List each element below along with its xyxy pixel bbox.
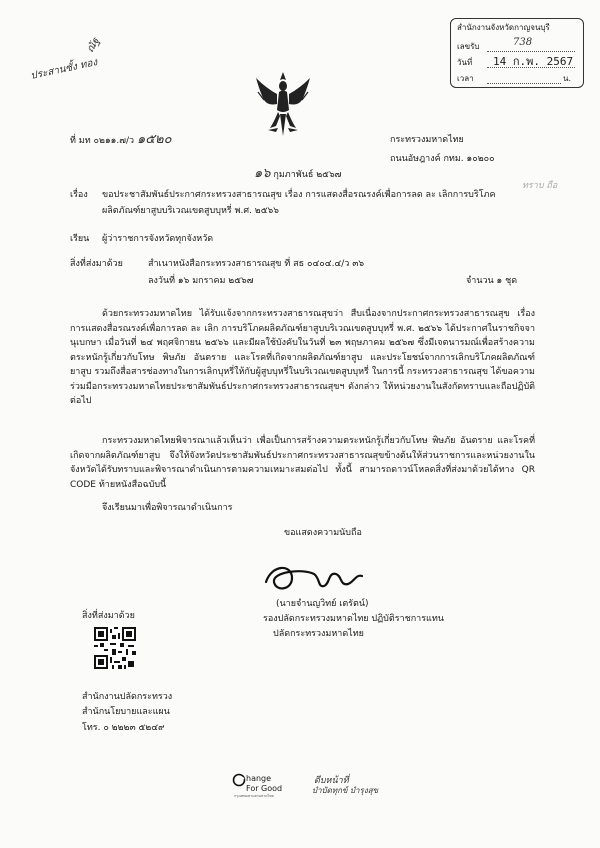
body-paragraph-1: ด้วยกระทรวงมหาดไทย ได้รับแจ้งจากกระทรวงสาธารณสุขว่า สืบเนื่องจากประกาศกระทรวงสาธารณสุข เรื่อง การแสดงสื่อรณรงค์เพื่อการลด ละ เลิก การบริโภคผลิตภัณฑ์ยาสูบบริเวณเขตสูบบุหรี่ พ.ศ. ๒๕๖๖ ได้ประกาศในราชกิจจานุเบกษา เมื่อวันที่ ๒๔ พฤศจิกายน ๒๕๖๖ และมีผลใช้บังคับในวันที่ ๒๓ พฤษภาคม ๒๕๖๗ ซึ่งมีเจตนารมณ์เพื่อสร้างความตระหนักรู้เกี่ยวกับโทษ พิษภัย อันตราย และโรคที่เกิดจากผลิตภัณฑ์ยาสูบ และประโยชน์จากการเลิกบริโภคผลิตภัณฑ์ยาสูบ รวมถึงสื่อสารช่องทางในการเลิกบุหรี่ให้กับผู้สูบบุหรี่ในบริเวณเขตสูบบุหรี่ ในการนี้ กระทรวงสาธารณสุข ได้ขอความร่วมมือกระทรวงมหาดไทยประชาสัมพันธ์ประกาศกระทรวงสาธารณสุขฯ ดังกล่าว ให้หน่วยงานในสังกัดทราบและถือปฏิบัติต่อไป — [70, 309, 535, 406]
qr-code[interactable] — [94, 627, 136, 669]
stamp-time-label: เวลา — [457, 74, 474, 83]
stamp-office: สำนักงานจังหวัดกาญจนบุรี — [457, 23, 550, 32]
signature — [262, 560, 372, 596]
received-stamp — [450, 18, 584, 88]
body-paragraph-3: จึงเรียนมาเพื่อพิจารณาดำเนินการ — [102, 503, 233, 513]
stamp-number-label: เลขรับ — [457, 42, 480, 51]
handwritten-note: ประสานซั้ง ทอง — [29, 57, 99, 82]
change-for-good-logo: hange For Good กรุงเทพมหานครมหาดไทย — [234, 774, 283, 798]
addressee-label: เรียน — [70, 234, 90, 244]
bamrung-sukh-logo: ดีบหน้าที่ บำบัดทุกข์ บำรุงสุข — [312, 776, 379, 795]
stamp-time-suffix: น. — [563, 74, 572, 83]
addressee-value: ผู้ว่าราชการจังหวัดทุกจังหวัด — [102, 234, 214, 244]
attachment-line-2: ลงวันที่ ๑๖ มกราคม ๒๕๖๗ — [148, 276, 254, 286]
office-line-1: สำนักงานปลัดกระทรวง — [82, 692, 173, 702]
stamp-date-value: 14 ก.พ. 2567 — [493, 55, 574, 68]
c-circle-icon — [232, 773, 246, 787]
sender-address: ถนนอัษฎางค์ กทม. ๑๐๒๐๐ — [390, 154, 495, 164]
signer-agency: ปลัดกระทรวงมหาดไทย — [273, 629, 364, 639]
subject-line-2: ผลิตภัณฑ์ยาสูบบริเวณเขตสูบบุหรี่ พ.ศ. ๒๕๖๖ — [102, 206, 279, 216]
subject-line-1: ขอประชาสัมพันธ์ประกาศกระทรวงสาธารณสุข เรื่อง การแสดงสื่อรณรงค์เพื่อการลด ละ เลิกการบริโภค — [102, 190, 496, 200]
body-paragraph-2: กระทรวงมหาดไทยพิจารณาแล้วเห็นว่า เพื่อเป็นการสร้างความตระหนักรู้เกี่ยวกับโทษ พิษภัย อันตราย และโรคที่เกิดจากผลิตภัณฑ์ยาสูบ จึงให้จังหวัดประชาสัมพันธ์ประกาศกระทรวงสาธารณสุขข้างต้นให้ส่วนราชการและหน่วยงานในจังหวัดได้รับทราบและพิจารณาดำเนินการตามความเหมาะสมต่อไป ทั้งนี้ สามารถดาวน์โหลดสิ่งที่ส่งมาด้วยได้ทาง QR CODE ท้ายหนังสือฉบับนี้ — [70, 436, 535, 490]
garuda-emblem — [252, 70, 314, 140]
margin-note: ทราบ ถือ — [522, 181, 558, 191]
handwritten-initials: ณัฐ — [84, 36, 102, 55]
office-phone: โทร. ๐ ๒๒๒๓ ๕๒๔๙ — [82, 723, 165, 733]
attachment-line-1: สำเนาหนังสือกระทรวงสาธารณสุข ที่ สธ ๐๔๐๔.๔/ว ๓๖ — [148, 259, 365, 269]
stamp-date-label: วันที่ — [457, 58, 473, 67]
sender-agency: กระทรวงมหาดไทย — [390, 135, 464, 145]
signer-position: รองปลัดกระทรวงมหาดไทย ปฏิบัติราชการแทน — [263, 614, 444, 624]
attachment-count: จำนวน ๑ ชุด — [466, 276, 518, 286]
closing: ขอแสดงความนับถือ — [284, 528, 362, 538]
doc-reference: ที่ มท ๐๒๑๑.๗/ว ๑๕๒๐ — [70, 132, 172, 147]
office-line-2: สำนักนโยบายและแผน — [82, 707, 170, 717]
attachment-label: สิ่งที่ส่งมาด้วย — [70, 259, 123, 269]
qr-caption: สิ่งที่ส่งมาด้วย — [82, 611, 135, 621]
signer-name: (นายจำนญวิทย์ เตรัตน์) — [276, 599, 369, 609]
subject-label: เรื่อง — [70, 190, 88, 200]
doc-date: ๑๖ กุมภาพันธ์ ๒๕๖๗ — [254, 166, 342, 181]
stamp-number-value: 738 — [513, 37, 533, 48]
